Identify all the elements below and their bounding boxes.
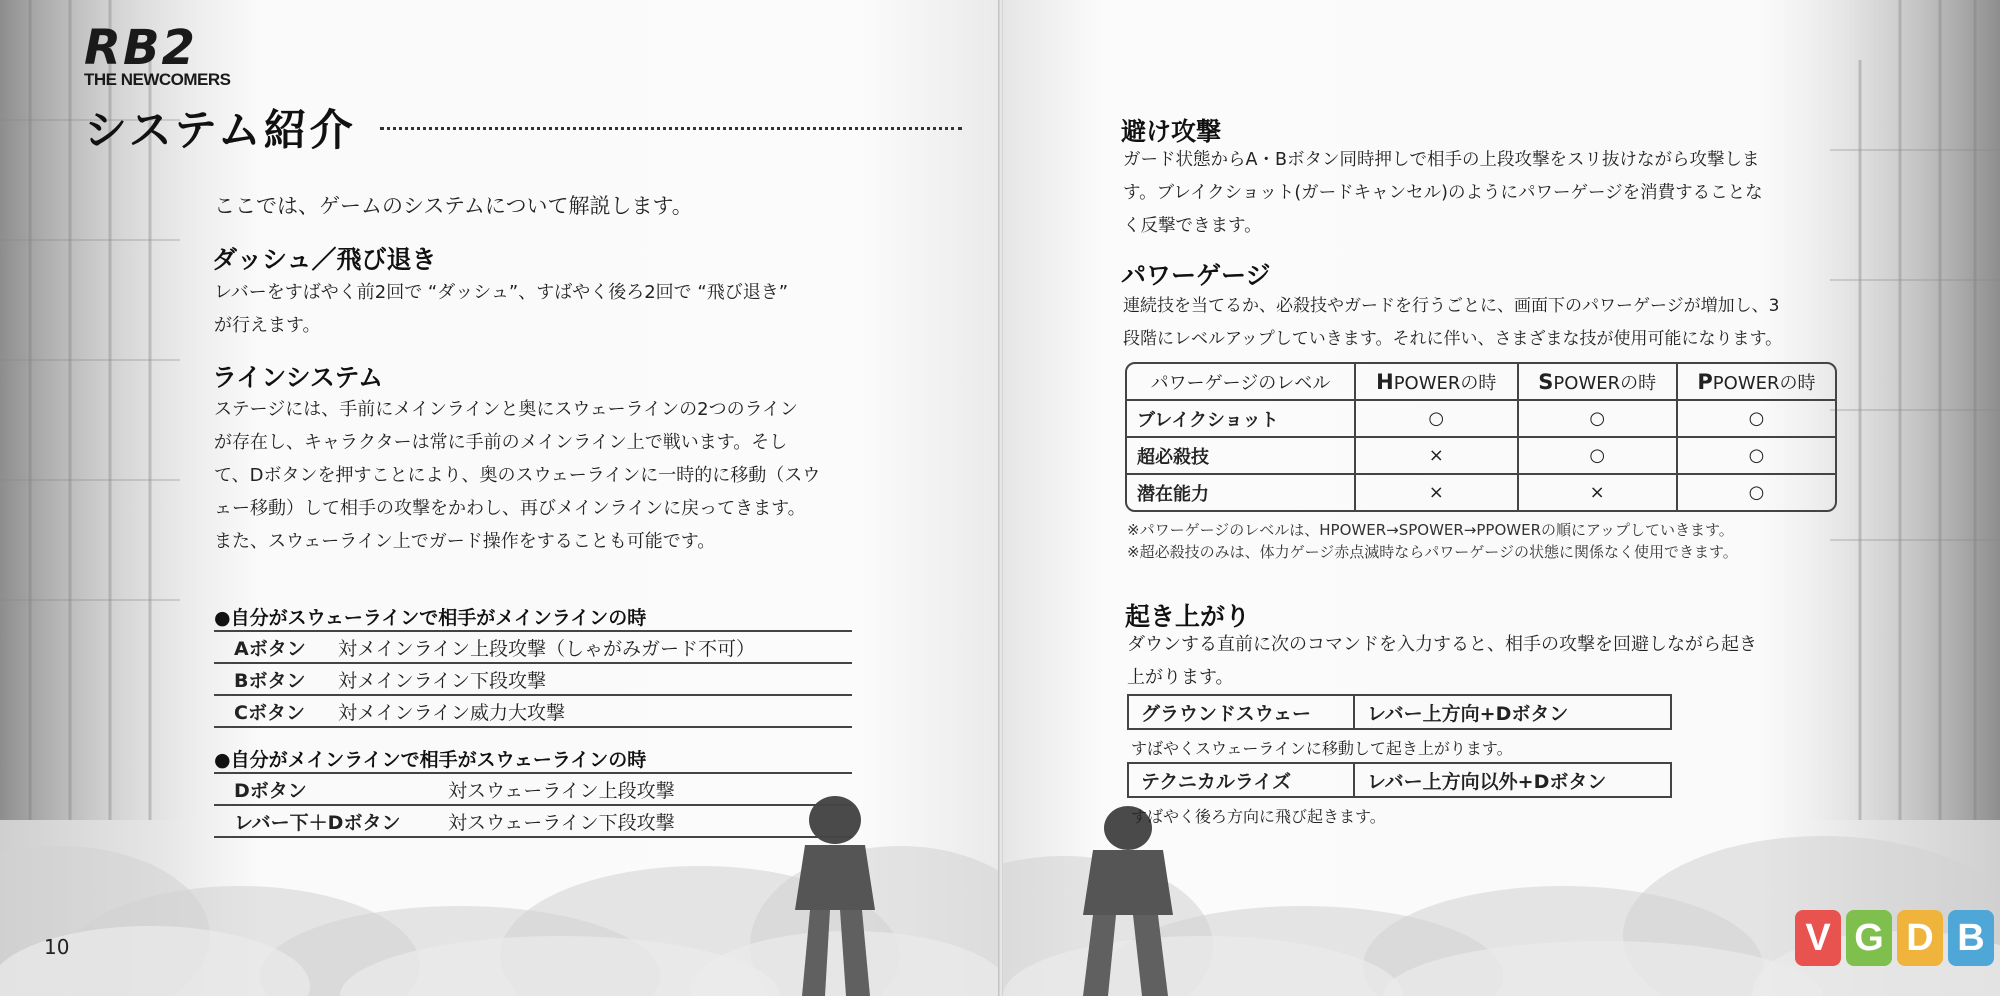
- rise-move-name: テクニカルライズ: [1141, 770, 1292, 793]
- logo-rb2: RB2: [84, 20, 197, 76]
- power-line: 段階にレベルアップしていきます。それに伴い、さまざまな技が使用可能になります。: [1123, 329, 1783, 349]
- table-row: [1127, 438, 1835, 475]
- table-header-row: [1127, 364, 1835, 401]
- table-row: [214, 805, 852, 837]
- command-key: レバー下＋Dボタン: [214, 805, 444, 837]
- command-desc: 対スウェーライン下段攻撃: [444, 805, 852, 837]
- title-dotted-rule: [380, 127, 962, 130]
- sway-command-table: [214, 630, 852, 728]
- vgdb-watermark: [1795, 910, 1994, 966]
- line-system-body: [214, 393, 874, 558]
- line-system-line: て、Dボタンを押すことにより、奥のスウェーラインに一時的に移動（スウ: [214, 465, 821, 486]
- line-system-line: ェー移動）して相手の攻撃をかわし、再びメインラインに戻ってきます。: [214, 498, 806, 519]
- power-body: [1123, 290, 1863, 356]
- table-header-label: パワーゲージのレベル: [1127, 364, 1356, 401]
- table-row: [1127, 475, 1835, 510]
- command-desc: 対メインライン上段攻撃（しゃがみガード不可）: [334, 631, 852, 663]
- dash-body: [214, 276, 874, 342]
- line-system-line: が存在し、キャラクターは常に手前のメインライン上で戦います。そし: [214, 432, 788, 453]
- intro-text: ここでは、ゲームのシステムについて解説します。: [214, 194, 693, 218]
- command-key: Bボタン: [214, 663, 334, 695]
- power-line: 連続技を当てるか、必殺技やガードを行うごとに、画面下のパワーゲージが増加し、3: [1123, 296, 1780, 316]
- command-key: Aボタン: [214, 631, 334, 663]
- table-row: [1128, 763, 1671, 797]
- main-section-heading: ●自分がメインラインで相手がスウェーラインの時: [214, 749, 647, 771]
- table-row-label: 超必殺技: [1127, 438, 1356, 475]
- table-row: [1128, 695, 1671, 729]
- table-row: [214, 631, 852, 663]
- page-number: 10: [44, 935, 70, 959]
- table-row-label: 潜在能力: [1127, 475, 1356, 510]
- technical-rise-desc: すばやく後ろ方向に飛び起きます。: [1131, 807, 1386, 826]
- command-desc: 対スウェーライン上段攻撃: [444, 773, 852, 805]
- power-heading: パワーゲージ: [1121, 261, 1271, 290]
- ground-sway-box: [1127, 694, 1672, 730]
- table-cell: ○: [1748, 482, 1765, 503]
- rise-body: [1127, 628, 1867, 694]
- table-header-spower: SPOWERの時: [1519, 364, 1678, 401]
- table-cell: ○: [1678, 438, 1835, 475]
- technical-rise-box: [1127, 762, 1672, 798]
- table-cell: ×: [1519, 475, 1678, 510]
- rise-line: ダウンする直前に次のコマンドを入力すると、相手の攻撃を回避しながら起き: [1127, 634, 1757, 655]
- table-row: [214, 773, 852, 805]
- dodge-line: ガード状態からA・Bボタン同時押しで相手の上段攻撃をスリ抜けながら攻撃しま: [1123, 150, 1760, 170]
- dodge-body: [1123, 144, 1863, 243]
- command-desc: 対メインライン威力大攻撃: [334, 695, 852, 727]
- watermark-letter-v: V: [1795, 910, 1841, 966]
- rise-line: 上がります。: [1127, 667, 1234, 688]
- table-row: [1127, 401, 1835, 438]
- fighter-silhouette-right: [1058, 800, 1188, 996]
- table-row: [214, 695, 852, 727]
- right-page: [1003, 0, 2000, 996]
- dash-line: レバーをすばやく前2回で “ダッシュ”、すばやく後ろ2回で “飛び退き”: [214, 282, 789, 303]
- ground-sway-desc: すばやくスウェーラインに移動して起き上がります。: [1131, 739, 1513, 758]
- table-cell: ○: [1519, 438, 1678, 475]
- main-command-table: [214, 772, 852, 838]
- table-header-ppower: PPOWERの時: [1678, 364, 1835, 401]
- table-header-hpower: HPOWERの時: [1356, 364, 1519, 401]
- dash-line: が行えます。: [214, 315, 321, 336]
- line-system-line: また、スウェーライン上でガード操作をすることも可能です。: [214, 531, 716, 552]
- power-notes: [1127, 519, 1857, 563]
- table-cell: ×: [1356, 475, 1519, 510]
- table-cell: ○: [1519, 401, 1678, 438]
- rise-move-command: レバー上方向以外+Dボタン: [1354, 763, 1671, 797]
- watermark-letter-g: G: [1846, 910, 1892, 966]
- note-line: ※パワーゲージのレベルは、HPOWER→SPOWER→PPOWERの順にアップしていきます。: [1127, 521, 1734, 539]
- dash-heading: ダッシュ／飛び退き: [212, 245, 437, 274]
- page-title: システム紹介: [84, 106, 356, 156]
- logo-subtitle: THE NEWCOMERS: [84, 70, 231, 89]
- rise-heading: 起き上がり: [1125, 602, 1251, 631]
- sway-section-heading: ●自分がスウェーラインで相手がメインラインの時: [214, 607, 647, 629]
- command-key: Dボタン: [214, 773, 444, 805]
- rise-move-command: レバー上方向+Dボタン: [1354, 695, 1671, 729]
- watermark-letter-b: B: [1948, 910, 1994, 966]
- command-desc: 対メインライン下段攻撃: [334, 663, 852, 695]
- table-row: [214, 663, 852, 695]
- command-key: Cボタン: [214, 695, 334, 727]
- line-system-heading: ラインシステム: [212, 363, 384, 392]
- table-cell: ×: [1356, 438, 1519, 475]
- table-cell: ○: [1356, 401, 1519, 438]
- dodge-heading: 避け攻撃: [1121, 117, 1222, 146]
- table-cell: ○: [1678, 401, 1835, 438]
- rise-move-name: グラウンドスウェー: [1141, 702, 1312, 725]
- table-row-label: ブレイクショット: [1127, 401, 1356, 438]
- line-system-line: ステージには、手前にメインラインと奥にスウェーラインの2つのライン: [214, 399, 799, 420]
- power-level-table: [1125, 362, 1837, 512]
- dodge-line: す。ブレイクショット(ガードキャンセル)のようにパワーゲージを消費することな: [1123, 183, 1763, 203]
- watermark-letter-d: D: [1897, 910, 1943, 966]
- note-line: ※超必殺技のみは、体力ゲージ赤点滅時ならパワーゲージの状態に関係なく使用できます。: [1127, 543, 1738, 561]
- dodge-line: く反撃できます。: [1123, 216, 1262, 236]
